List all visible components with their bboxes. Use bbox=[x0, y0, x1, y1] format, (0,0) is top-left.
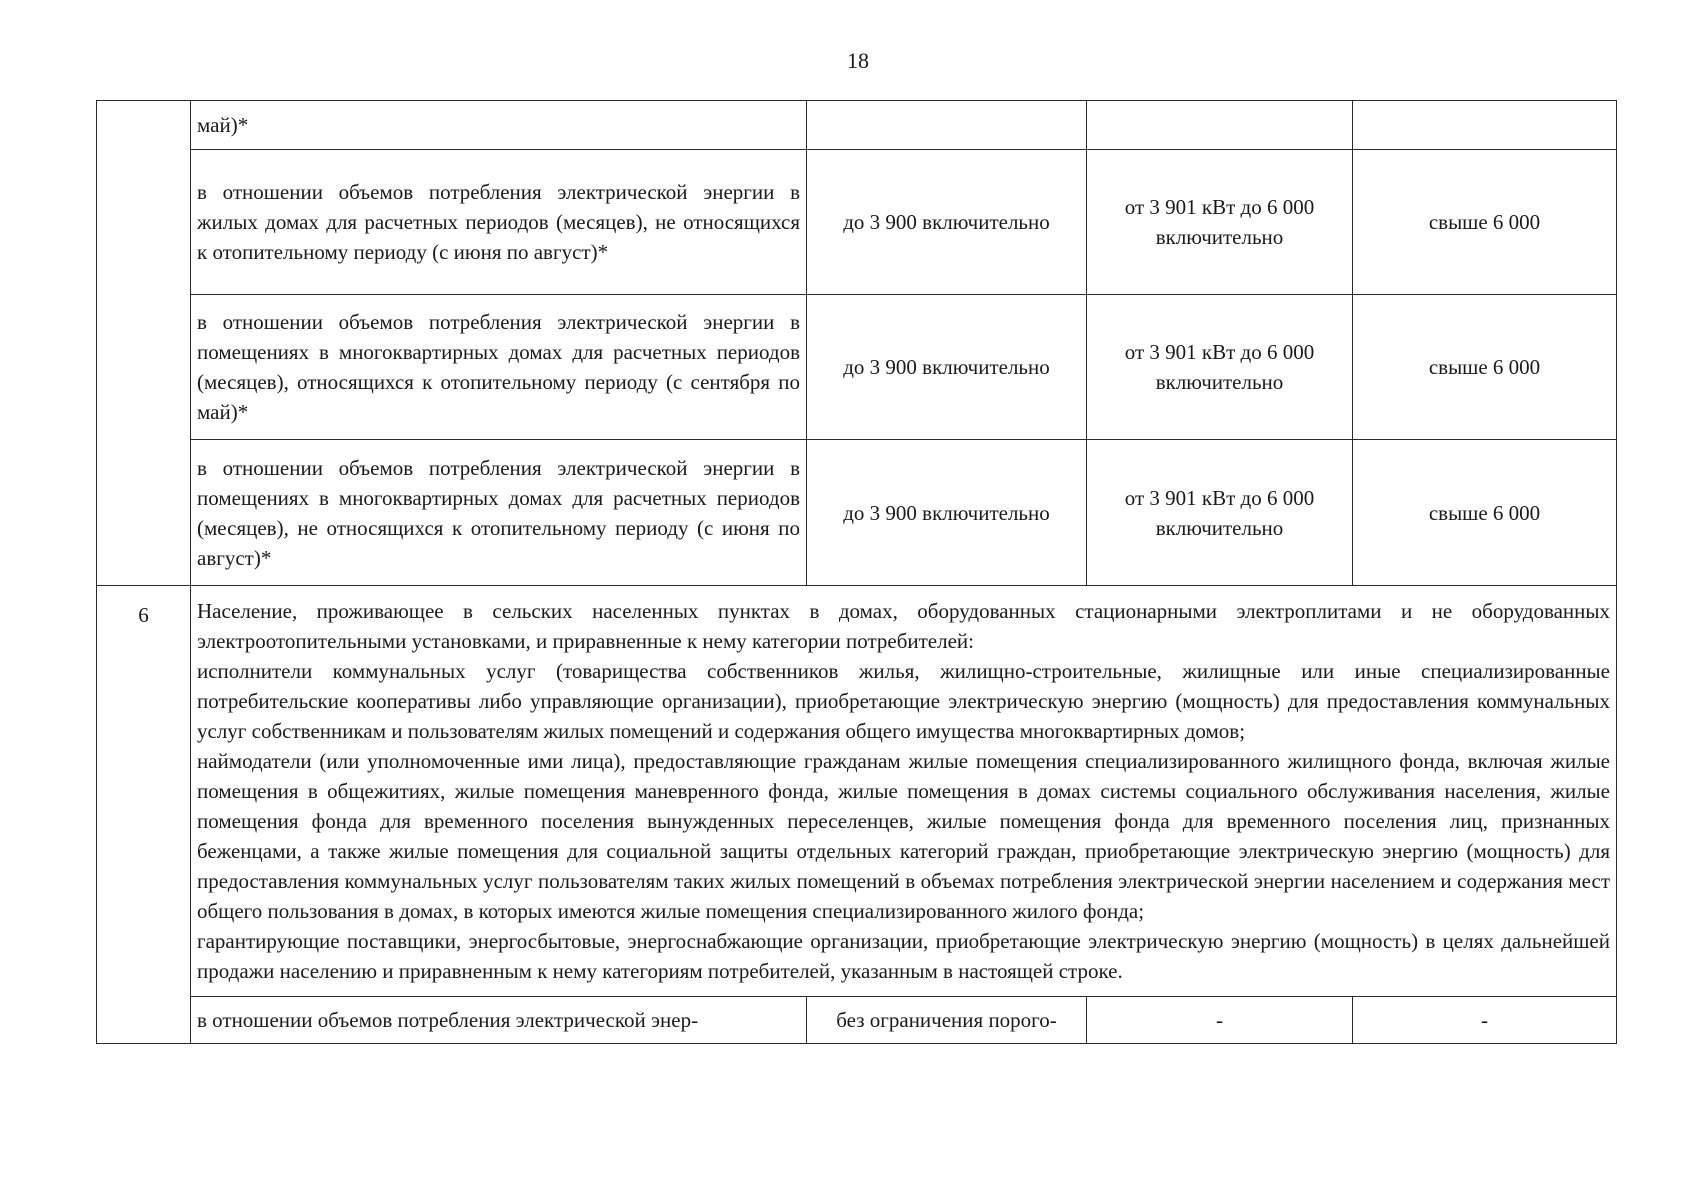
row-description: в отношении объемов потребления электрической энергии в помещениях в многоквартирных домах для расчетных периодов (месяцев), относящихся к отопительному периоду (с сентября по май)* bbox=[191, 295, 807, 440]
category-description bbox=[191, 586, 1617, 997]
row-description: в отношении объемов потребления электрической энергии в помещениях в многоквартирных домах для расчетных периодов (месяцев), не относящихся к отопительному периоду (с июня по август)* bbox=[191, 440, 807, 586]
category-paragraph: наймодатели (или уполномоченные ими лица), предоставляющие гражданам жилые помещения специализированного жилищного фонда, включая жилые помещения в общежитиях, жилые помещения маневренного фонда, жилые помещения в домах системы социального обслуживания населения, жилые помещения фонда для временного поселения вынужденных переселенцев, жилые помещения фонда для временного поселения лиц, признанных беженцами, а также жилые помещения для социальной защиты отдельных категорий граждан, приобретающие электрическую энергию (мощность) для предоставления коммунальных услуг пользователям таких жилых помещений в объемах потребления электрической энергии населением и содержания мест общего пользования в домах, в которых имеются жилые помещения специализированного жилого фонда; bbox=[197, 749, 1610, 923]
tariff-table bbox=[96, 100, 1617, 1044]
range-low-cell: до 3 900 включительно bbox=[807, 150, 1087, 295]
row-description: май)* bbox=[191, 101, 807, 150]
category-paragraph: гарантирующие поставщики, энергосбытовые, энергоснабжающие организации, приобретающие электрическую энергию (мощность) в целях дальнейшей продажи населению и приравненным к нему категориям потребителей, указанным в настоящей строке. bbox=[197, 929, 1610, 983]
range-high-cell: свыше 6 000 bbox=[1353, 295, 1617, 440]
row-number-cell bbox=[97, 101, 191, 586]
page-number: 18 bbox=[847, 48, 869, 73]
range-low-cell: без ограничения порого- bbox=[807, 997, 1087, 1044]
range-mid-cell: от 3 901 кВт до 6 000 включительно bbox=[1087, 440, 1353, 586]
table-row bbox=[97, 101, 1617, 150]
range-high-cell: - bbox=[1353, 997, 1617, 1044]
row-number: 6 bbox=[97, 586, 191, 1044]
range-high-cell bbox=[1353, 101, 1617, 150]
range-low-cell bbox=[807, 101, 1087, 150]
table-row bbox=[97, 150, 1617, 295]
row-description: в отношении объемов потребления электрической энергии в жилых домах для расчетных периодов (месяцев), не относящихся к отопительному периоду (с июня по август)* bbox=[191, 150, 807, 295]
range-low-cell: до 3 900 включительно bbox=[807, 295, 1087, 440]
category-paragraph: Население, проживающее в сельских населенных пунктах в домах, оборудованных стационарными электроплитами и не оборудованных электроотопительными установками, и приравненные к нему категории потребителей: bbox=[197, 599, 1610, 653]
row-description: в отношении объемов потребления электрической энер- bbox=[191, 997, 807, 1044]
table-row bbox=[97, 440, 1617, 586]
range-low-cell: до 3 900 включительно bbox=[807, 440, 1087, 586]
range-mid-cell: от 3 901 кВт до 6 000 включительно bbox=[1087, 150, 1353, 295]
category-paragraph: исполнители коммунальных услуг (товарищества собственников жилья, жилищно-строительные, жилищные или иные специализированные потребительские кооперативы либо управляющие организации), приобретающие электрическую энергию (мощность) для предоставления коммунальных услуг собственникам и пользователям жилых помещений и содержания общего имущества многоквартирных домов; bbox=[197, 659, 1610, 743]
range-mid-cell: - bbox=[1087, 997, 1353, 1044]
range-mid-cell bbox=[1087, 101, 1353, 150]
range-high-cell: свыше 6 000 bbox=[1353, 440, 1617, 586]
range-mid-cell: от 3 901 кВт до 6 000 включительно bbox=[1087, 295, 1353, 440]
table-row bbox=[97, 295, 1617, 440]
range-high-cell: свыше 6 000 bbox=[1353, 150, 1617, 295]
table-row bbox=[97, 997, 1617, 1044]
table-row bbox=[97, 586, 1617, 997]
